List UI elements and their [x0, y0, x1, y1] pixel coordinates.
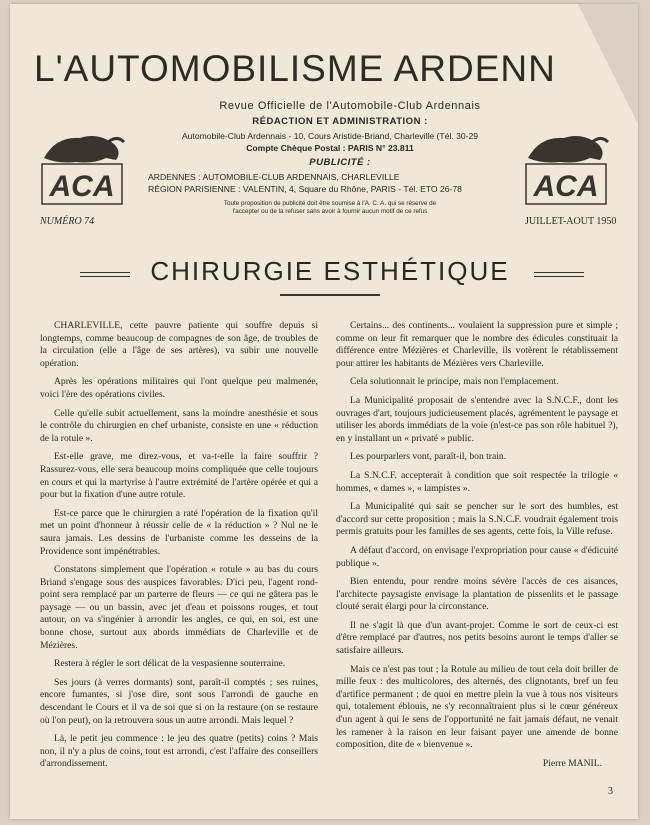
- article-title-row: [50, 254, 610, 294]
- svg-text:ACA: ACA: [533, 170, 599, 203]
- svg-text:ACA: ACA: [49, 170, 115, 203]
- article-paragraph: Les pourparlers vont, paraît-il, bon train.: [350, 451, 507, 463]
- notice-line-1: Toute proposition de publicité doit être soumise à l'A. C. A. qui se réserve de: [223, 200, 437, 207]
- article-paragraph: Cela solutionnait le principe, mais non l'emplacement.: [350, 376, 559, 388]
- article-paragraph: La Municipalité qui sait se pencher sur le sort des humbles, est d'accord sur cette proposition ; mais la S.N.C.F. voudrait également trois permis gratuits pour les familles de ses agents, cette fois, la Ville refuse.: [336, 501, 618, 538]
- redaction-heading: RÉDACTION ET ADMINISTRATION :: [252, 116, 428, 127]
- masthead-subtitle: Revue Officielle de l'Automobile-Club Ardennais: [219, 100, 481, 112]
- article-paragraph: Après les opérations militaires qui l'ont quelque peu malmenée, voici l'ère des opérations civiles.: [40, 376, 318, 400]
- article-column-left: [40, 320, 318, 777]
- magazine-page: [10, 4, 638, 819]
- article-paragraph: Restera à régler le sort délicat de la vespasienne souterraine.: [54, 658, 286, 670]
- issue-number: NUMÉRO 74: [40, 216, 95, 227]
- article-paragraph: Il ne s'agit là que d'un avant-projet. Comme le sort de ceux-ci est d'être remplacé par d'autres, nos petits besoins auront le temps d'aller se satisfaire ailleurs.: [336, 619, 618, 657]
- article-paragraph: Est-elle grave, me direz-vous, et va-t-elle la faire souffrir ? Rassurez-vous, elle sera beaucoup moins compliquée que celle toujours en cours et qui la martyrise à l'autre extrémité de l'artère opérée et qui a pour but la fixation d'une autre rotule.: [40, 451, 318, 501]
- article-paragraph: CHARLEVILLE, cette pauvre patiente qui souffre depuis si longtemps, comme beaucoup de compagnes de son âge, de troubles de la circulation (elle a l'âge de ses artères), va subir une nouvelle opération.: [40, 320, 318, 369]
- article-paragraph: La S.N.C.F. accepterait à condition que soit respectée la trilogie « hommes, « dames », « lampistes ».: [336, 469, 618, 494]
- right-paragraphs: [336, 320, 618, 752]
- article-paragraph: Est-ce parce que le chirurgien a raté l'opération de la fixation qu'il met un point d'honneur à réussir celle de « la réduction » ? Nul ne le saura jamais. Les dessins de l'urbaniste comme les desseins de la Providence sont impénétrables.: [40, 507, 318, 557]
- publicite-heading: PUBLICITÉ :: [309, 157, 371, 168]
- page-number: 3: [608, 786, 613, 797]
- cheque-line: Compte Chèque Postal : PARIS N° 23.811: [246, 143, 414, 153]
- notice-line-2: l'accepter ou de la refuser sans avoir à fournir aucun motif de ce refus: [232, 208, 428, 215]
- title-underline: [280, 294, 380, 296]
- publicite-paris: RÉGION PARISIENNE : VALENTIN, 4, Square du Rhône, PARIS - Tél. ETO 26-78: [148, 184, 462, 194]
- publicite-ardennes: ARDENNES : AUTOMOBILE-CLUB ARDENNAIS, CHARLEVILLE: [148, 172, 400, 182]
- article-paragraph: Là, le petit jeu commence : le jeu des quatre (petits) coins ? Mais non, il n'y a plus de coins, tout est arrondi, c'est l'affaire des conseillers d'arrondissement.: [40, 733, 318, 770]
- article-paragraph: Bien entendu, pour rendre moins sévère l'accès de ces aisances, l'architecte paysagiste envisage la plantation de pissenlits et le passage clouté serait élargi pour la circonstance.: [336, 576, 618, 613]
- article-column-right: [336, 320, 618, 770]
- address-block: [130, 130, 530, 154]
- article-paragraph: La Municipalité proposait de s'entendre avec la S.N.C.F., dont les ouvrages d'art, toujours judicieusement placés, agrémentent le paysage et utiliser les abords immédiats de la voie (n'est-ce pas son rôle habituel ?), en y installant un « privaté » public.: [336, 394, 618, 444]
- issue-date: JUILLET-AOUT 1950: [525, 216, 617, 227]
- address-line: Automobile-Club Ardennais - 10, Cours Aristide-Briand, Charleville (Tél. 30-29: [181, 131, 479, 141]
- masthead-title: L'AUTOMOBILISME ARDENN: [34, 48, 556, 89]
- article-signature: Pierre MANIL.: [542, 757, 602, 769]
- article-paragraph: Ses jours (à verres dormants) sont, paraît-il comptés ; ses ruines, encore fumantes, si j'ose dire, sont sous l'arrondi de gauche en descendant le Cours et il va de soi que si on la restaure (on se restaure où l'on peut), on la retrouvera sous un autre arrondi. Mais lequel ?: [40, 676, 318, 726]
- article-paragraph: Celle qu'elle subit actuellement, sans la moindre anesthésie et sous le contrôle du chirurgien en chef urbaniste, consiste en une « réduction de la rotule ».: [40, 407, 318, 444]
- article-title: CHIRURGIE ESTHÉTIQUE: [150, 256, 510, 286]
- publicite-block: [148, 171, 528, 195]
- advertising-notice: [180, 200, 480, 216]
- article-paragraph: Constatons simplement que l'opération « rotule » au bas du cours Briand s'engage sous des auspices favorables. D'ici peu, l'agent rond-point sera remplacé par un parterre de fleurs — ce qui ne gâtera pas le paysage — ou un bassin, avec jet d'eau et poissons rouges, et tout autour, on va s'ingénier à arrondir les angles, ce qui, en soi, est une bonne chose, surtout aux abords immédiats de Charleville et de Mézières.: [40, 564, 318, 651]
- club-logo-left-icon: [36, 122, 128, 212]
- article-paragraph: A défaut d'accord, on envisage l'expropriation pour cause « d'édicuité publique ».: [336, 544, 618, 569]
- article-paragraph: Mais ce n'est pas tout ; la Rotule au milieu de tout cela doit briller de mille feux : des multicolores, des alternés, des clignotants, bref un feu d'artifice permanent ; de quoi en mettre plein la vue à tous nos visiteurs qui, totalement éblouis, ne s'y reconnaîtraient plus si le cœur généreux d'un agent à qui le sens de l'opportunité ne fait jamais défaut, ne venait les ramener à la raison en leur faisant payer une amende de bonne composition, dite de « bienvenue ».: [336, 663, 618, 751]
- club-logo-right-icon: [520, 122, 612, 212]
- article-paragraph: Certains... des continents... voulaient la suppression pure et simple ; comme on leur fit remarquer que le nombre des édicules constituait la différence entre Mézières et Charleville, ils votèrent le rétablissement pour attirer les habitants de Mézières vers Charleville.: [336, 320, 618, 369]
